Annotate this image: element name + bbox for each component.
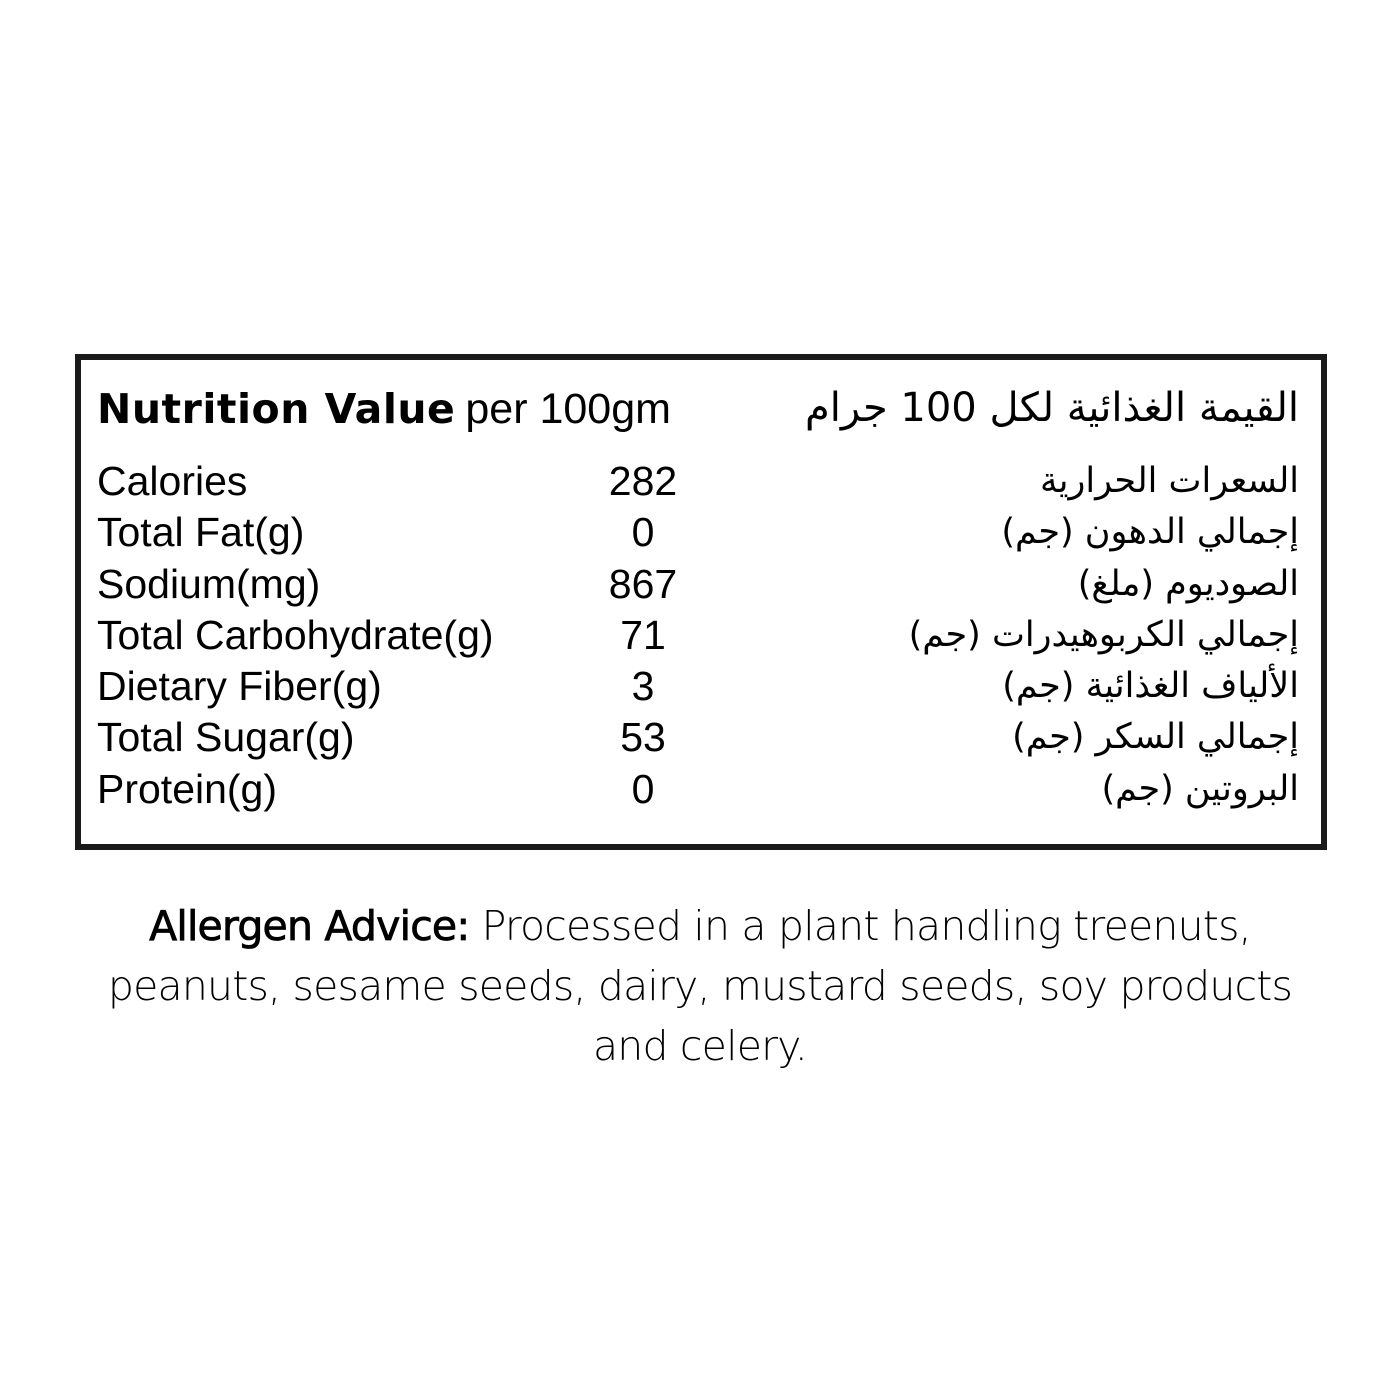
- nutrient-label-ar: إجمالي السكر (جم): [1012, 717, 1299, 758]
- allergen-text-1: Processed in a plant handling treenuts,: [481, 902, 1251, 950]
- nutrient-label-ar: الصوديوم (ملغ): [1077, 563, 1299, 604]
- nutrition-row-protein: [97, 764, 1299, 815]
- allergen-line-2: peanuts, sesame seeds, dairy, mustard seeds, soy products: [107, 962, 1293, 1010]
- nutrient-value: 71: [620, 611, 666, 658]
- nutrition-title-ar: القيمة الغذائية لكل 100 جرام: [805, 385, 1299, 431]
- nutrient-label: Dietary Fiber(g): [97, 663, 382, 710]
- nutrition-row-total-fat: [97, 507, 1299, 558]
- nutrient-value: 0: [631, 509, 655, 556]
- nutrition-row-total-carbohydrate: [97, 610, 1299, 661]
- nutrition-title-en: [97, 380, 671, 437]
- allergen-line-1: [100, 896, 1300, 956]
- nutrient-label-ar: إجمالي الكربوهيدرات (جم): [908, 614, 1299, 655]
- nutrient-label: Protein(g): [97, 765, 278, 812]
- nutrient-label: Sodium(mg): [97, 560, 321, 607]
- nutrition-title-per: per 100gm: [465, 384, 671, 433]
- nutrient-value: 3: [631, 663, 655, 710]
- allergen-line-3: and celery.: [592, 1022, 808, 1070]
- nutrition-rows: [97, 456, 1299, 815]
- nutrition-row-sodium: [97, 559, 1299, 610]
- nutrient-value: 867: [608, 560, 678, 607]
- nutrient-label: Total Fat(g): [97, 509, 305, 556]
- nutrition-title-bold: Nutrition Value: [97, 384, 456, 433]
- nutrient-label-ar: البروتين (جم): [1101, 768, 1299, 809]
- nutrient-value: 53: [620, 714, 666, 761]
- allergen-advice: [100, 896, 1300, 1076]
- nutrition-row-calories: [97, 456, 1299, 507]
- nutrition-row-total-sugar: [97, 712, 1299, 763]
- nutrient-label-ar: الألياف الغذائية (جم): [1002, 666, 1299, 707]
- nutrient-label: Calories: [97, 458, 248, 504]
- nutrient-label-ar: السعرات الحرارية: [1039, 461, 1299, 501]
- nutrient-value: 0: [631, 765, 655, 812]
- nutrient-label: Total Carbohydrate(g): [97, 611, 494, 658]
- nutrient-label: Total Sugar(g): [97, 714, 355, 761]
- nutrition-panel: [75, 354, 1327, 850]
- nutrition-row-dietary-fiber: [97, 661, 1299, 712]
- allergen-label: Allergen Advice:: [149, 902, 470, 950]
- nutrition-title: [97, 380, 1299, 436]
- nutrient-value: 282: [608, 458, 678, 504]
- nutrient-label-ar: إجمالي الدهون (جم): [1001, 512, 1299, 553]
